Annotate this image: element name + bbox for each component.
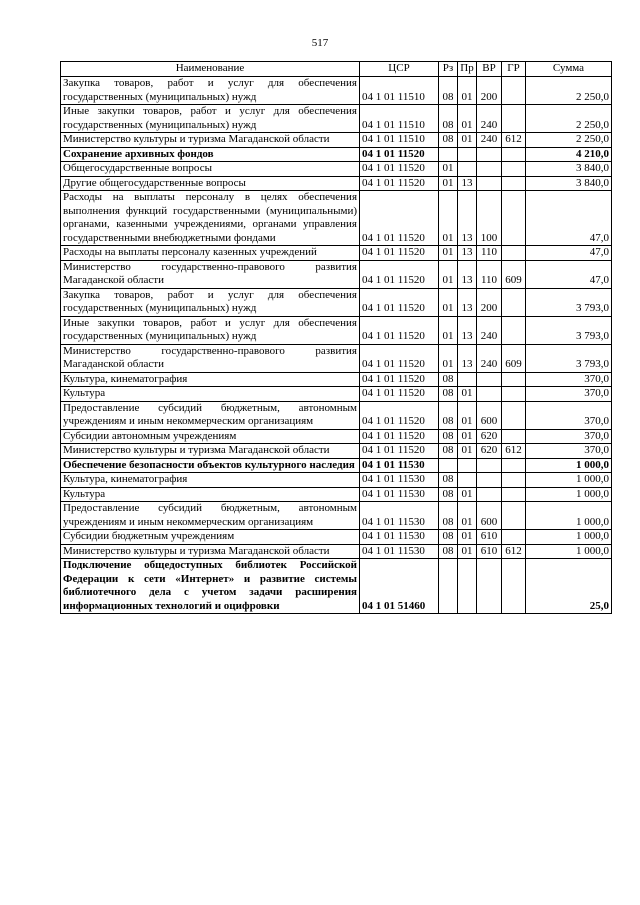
row-rz: 01 xyxy=(439,344,458,372)
row-name: Культура, кинематография xyxy=(61,473,360,488)
row-csr: 04 1 01 11530 xyxy=(360,458,439,473)
row-name: Закупка товаров, работ и услуг для обеспечения государственных (муниципальных) нужд xyxy=(61,77,360,105)
row-name: Предоставление субсидий бюджетным, автономным учреждениям и иным некоммерческим организациям xyxy=(61,502,360,530)
row-vr: 200 xyxy=(477,288,502,316)
row-rz: 08 xyxy=(439,429,458,444)
row-csr: 04 1 01 11520 xyxy=(360,372,439,387)
header-pr: Пр xyxy=(458,62,477,77)
row-sum: 3 793,0 xyxy=(526,344,612,372)
row-pr: 01 xyxy=(458,502,477,530)
table-row xyxy=(61,77,612,105)
row-vr: 240 xyxy=(477,133,502,148)
row-gr xyxy=(502,387,526,402)
table-row xyxy=(61,444,612,459)
row-sum: 1 000,0 xyxy=(526,502,612,530)
row-gr xyxy=(502,288,526,316)
row-name: Министерство культуры и туризма Магаданской области xyxy=(61,444,360,459)
row-gr xyxy=(502,473,526,488)
row-sum: 2 250,0 xyxy=(526,77,612,105)
row-gr: 612 xyxy=(502,444,526,459)
row-csr: 04 1 01 11520 xyxy=(360,176,439,191)
row-pr: 13 xyxy=(458,260,477,288)
row-vr: 240 xyxy=(477,344,502,372)
header-vr: ВР xyxy=(477,62,502,77)
row-pr xyxy=(458,473,477,488)
row-vr: 620 xyxy=(477,429,502,444)
row-vr: 240 xyxy=(477,105,502,133)
row-name: Расходы на выплаты персоналу в целях обеспечения выполнения функций государственными (муниципальными) органами, казенными учреждениями, органами управления государственными внебюджетными фондами xyxy=(61,191,360,246)
row-name: Подключение общедоступных библиотек Российской Федерации к сети «Интернет» и развитие системы библиотечного дела с учетом задачи расширения информационных технологий и оцифровки xyxy=(61,559,360,614)
row-name: Сохранение архивных фондов xyxy=(61,147,360,162)
header-rz: Рз xyxy=(439,62,458,77)
table-row xyxy=(61,372,612,387)
row-name: Иные закупки товаров, работ и услуг для обеспечения государственных (муниципальных) нужд xyxy=(61,316,360,344)
row-gr: 609 xyxy=(502,260,526,288)
row-pr xyxy=(458,147,477,162)
row-rz: 08 xyxy=(439,77,458,105)
table-row xyxy=(61,530,612,545)
table-row xyxy=(61,502,612,530)
row-pr xyxy=(458,372,477,387)
table-row xyxy=(61,162,612,177)
row-csr: 04 1 01 11530 xyxy=(360,487,439,502)
row-gr xyxy=(502,458,526,473)
row-vr xyxy=(477,147,502,162)
row-vr: 200 xyxy=(477,77,502,105)
row-pr: 01 xyxy=(458,105,477,133)
row-vr: 620 xyxy=(477,444,502,459)
table-body xyxy=(61,77,612,614)
header-row xyxy=(61,62,612,77)
budget-table xyxy=(60,61,612,614)
row-name: Субсидии бюджетным учреждениям xyxy=(61,530,360,545)
row-sum: 1 000,0 xyxy=(526,530,612,545)
row-pr: 01 xyxy=(458,77,477,105)
table-row xyxy=(61,559,612,614)
table-row xyxy=(61,105,612,133)
row-name: Другие общегосударственные вопросы xyxy=(61,176,360,191)
table-row xyxy=(61,147,612,162)
row-pr: 01 xyxy=(458,429,477,444)
row-name: Культура, кинематография xyxy=(61,372,360,387)
row-csr: 04 1 01 11520 xyxy=(360,260,439,288)
row-gr xyxy=(502,246,526,261)
row-rz: 01 xyxy=(439,246,458,261)
row-csr: 04 1 01 11510 xyxy=(360,133,439,148)
row-sum: 1 000,0 xyxy=(526,487,612,502)
table-row xyxy=(61,344,612,372)
row-csr: 04 1 01 11520 xyxy=(360,429,439,444)
row-csr: 04 1 01 11520 xyxy=(360,147,439,162)
row-sum: 3 793,0 xyxy=(526,316,612,344)
row-gr: 612 xyxy=(502,544,526,559)
row-gr xyxy=(502,147,526,162)
row-rz: 08 xyxy=(439,387,458,402)
table-row xyxy=(61,473,612,488)
row-vr xyxy=(477,387,502,402)
row-rz: 01 xyxy=(439,288,458,316)
row-rz: 08 xyxy=(439,401,458,429)
row-rz: 01 xyxy=(439,191,458,246)
row-gr xyxy=(502,502,526,530)
row-pr: 13 xyxy=(458,316,477,344)
row-gr xyxy=(502,429,526,444)
row-gr xyxy=(502,316,526,344)
row-rz: 01 xyxy=(439,176,458,191)
row-rz: 01 xyxy=(439,162,458,177)
header-sum: Сумма xyxy=(526,62,612,77)
row-name: Общегосударственные вопросы xyxy=(61,162,360,177)
row-name: Министерство государственно-правового развития Магаданской области xyxy=(61,344,360,372)
table-row xyxy=(61,288,612,316)
row-name: Министерство государственно-правового развития Магаданской области xyxy=(61,260,360,288)
row-gr xyxy=(502,77,526,105)
table-row xyxy=(61,191,612,246)
row-sum: 3 793,0 xyxy=(526,288,612,316)
row-pr: 01 xyxy=(458,401,477,429)
row-rz: 08 xyxy=(439,502,458,530)
row-rz: 08 xyxy=(439,487,458,502)
row-csr: 04 1 01 11520 xyxy=(360,387,439,402)
row-pr: 13 xyxy=(458,191,477,246)
row-name: Культура xyxy=(61,487,360,502)
row-vr xyxy=(477,162,502,177)
row-pr: 01 xyxy=(458,387,477,402)
row-vr xyxy=(477,372,502,387)
row-rz: 08 xyxy=(439,530,458,545)
row-gr: 612 xyxy=(502,133,526,148)
row-csr: 04 1 01 11530 xyxy=(360,530,439,545)
row-sum: 2 250,0 xyxy=(526,133,612,148)
row-vr: 610 xyxy=(477,530,502,545)
row-gr: 609 xyxy=(502,344,526,372)
row-csr: 04 1 01 11530 xyxy=(360,473,439,488)
row-pr xyxy=(458,458,477,473)
row-vr: 610 xyxy=(477,544,502,559)
row-csr: 04 1 01 11520 xyxy=(360,191,439,246)
row-csr: 04 1 01 11520 xyxy=(360,344,439,372)
page-number: 517 xyxy=(311,37,329,49)
row-sum: 370,0 xyxy=(526,444,612,459)
row-rz: 01 xyxy=(439,260,458,288)
row-csr: 04 1 01 11520 xyxy=(360,288,439,316)
row-sum: 370,0 xyxy=(526,387,612,402)
row-sum: 370,0 xyxy=(526,429,612,444)
row-csr: 04 1 01 11520 xyxy=(360,246,439,261)
row-pr xyxy=(458,162,477,177)
row-csr: 04 1 01 11530 xyxy=(360,544,439,559)
row-sum: 47,0 xyxy=(526,246,612,261)
row-vr: 100 xyxy=(477,191,502,246)
header-name: Наименование xyxy=(61,62,360,77)
row-sum: 1 000,0 xyxy=(526,544,612,559)
row-gr xyxy=(502,372,526,387)
row-name: Министерство культуры и туризма Магаданской области xyxy=(61,133,360,148)
row-csr: 04 1 01 11520 xyxy=(360,162,439,177)
row-vr: 240 xyxy=(477,316,502,344)
row-sum: 4 210,0 xyxy=(526,147,612,162)
row-gr xyxy=(502,162,526,177)
row-gr xyxy=(502,559,526,614)
row-rz: 08 xyxy=(439,133,458,148)
row-gr xyxy=(502,401,526,429)
row-pr: 13 xyxy=(458,176,477,191)
row-pr: 13 xyxy=(458,246,477,261)
row-rz: 08 xyxy=(439,444,458,459)
row-csr: 04 1 01 51460 xyxy=(360,559,439,614)
row-sum: 47,0 xyxy=(526,260,612,288)
row-sum: 47,0 xyxy=(526,191,612,246)
row-sum: 370,0 xyxy=(526,401,612,429)
table-row xyxy=(61,316,612,344)
row-sum: 3 840,0 xyxy=(526,176,612,191)
table-row xyxy=(61,429,612,444)
row-csr: 04 1 01 11520 xyxy=(360,444,439,459)
row-name: Субсидии автономным учреждениям xyxy=(61,429,360,444)
row-rz: 01 xyxy=(439,316,458,344)
row-name: Расходы на выплаты персоналу казенных учреждений xyxy=(61,246,360,261)
row-pr: 01 xyxy=(458,544,477,559)
row-gr xyxy=(502,191,526,246)
row-sum: 1 000,0 xyxy=(526,473,612,488)
row-rz: 08 xyxy=(439,544,458,559)
row-vr: 110 xyxy=(477,260,502,288)
row-sum: 25,0 xyxy=(526,559,612,614)
row-vr xyxy=(477,487,502,502)
row-gr xyxy=(502,105,526,133)
table-row xyxy=(61,458,612,473)
row-pr: 13 xyxy=(458,288,477,316)
row-name: Иные закупки товаров, работ и услуг для обеспечения государственных (муниципальных) нужд xyxy=(61,105,360,133)
row-rz: 08 xyxy=(439,372,458,387)
table-row xyxy=(61,246,612,261)
row-sum: 3 840,0 xyxy=(526,162,612,177)
row-rz xyxy=(439,559,458,614)
table-row xyxy=(61,401,612,429)
table-row xyxy=(61,487,612,502)
row-pr xyxy=(458,559,477,614)
row-vr: 600 xyxy=(477,502,502,530)
row-rz xyxy=(439,147,458,162)
row-csr: 04 1 01 11510 xyxy=(360,105,439,133)
row-rz xyxy=(439,458,458,473)
row-name: Министерство культуры и туризма Магаданской области xyxy=(61,544,360,559)
row-vr xyxy=(477,473,502,488)
row-vr xyxy=(477,458,502,473)
row-csr: 04 1 01 11530 xyxy=(360,502,439,530)
row-gr xyxy=(502,530,526,545)
table-row xyxy=(61,133,612,148)
row-csr: 04 1 01 11510 xyxy=(360,77,439,105)
row-pr: 01 xyxy=(458,133,477,148)
table-row xyxy=(61,176,612,191)
row-pr: 01 xyxy=(458,530,477,545)
row-csr: 04 1 01 11520 xyxy=(360,401,439,429)
header-gr: ГР xyxy=(502,62,526,77)
table-row xyxy=(61,260,612,288)
table-row xyxy=(61,387,612,402)
row-pr: 01 xyxy=(458,444,477,459)
row-vr xyxy=(477,559,502,614)
row-pr: 01 xyxy=(458,487,477,502)
row-sum: 2 250,0 xyxy=(526,105,612,133)
row-name: Культура xyxy=(61,387,360,402)
row-name: Закупка товаров, работ и услуг для обеспечения государственных (муниципальных) нужд xyxy=(61,288,360,316)
row-csr: 04 1 01 11520 xyxy=(360,316,439,344)
row-rz: 08 xyxy=(439,105,458,133)
table-row xyxy=(61,544,612,559)
row-sum: 1 000,0 xyxy=(526,458,612,473)
row-vr xyxy=(477,176,502,191)
row-sum: 370,0 xyxy=(526,372,612,387)
row-name: Предоставление субсидий бюджетным, автономным учреждениям и иным некоммерческим организациям xyxy=(61,401,360,429)
row-vr: 110 xyxy=(477,246,502,261)
row-gr xyxy=(502,487,526,502)
row-vr: 600 xyxy=(477,401,502,429)
row-pr: 13 xyxy=(458,344,477,372)
header-csr: ЦСР xyxy=(360,62,439,77)
row-rz: 08 xyxy=(439,473,458,488)
row-gr xyxy=(502,176,526,191)
row-name: Обеспечение безопасности объектов культурного наследия xyxy=(61,458,360,473)
